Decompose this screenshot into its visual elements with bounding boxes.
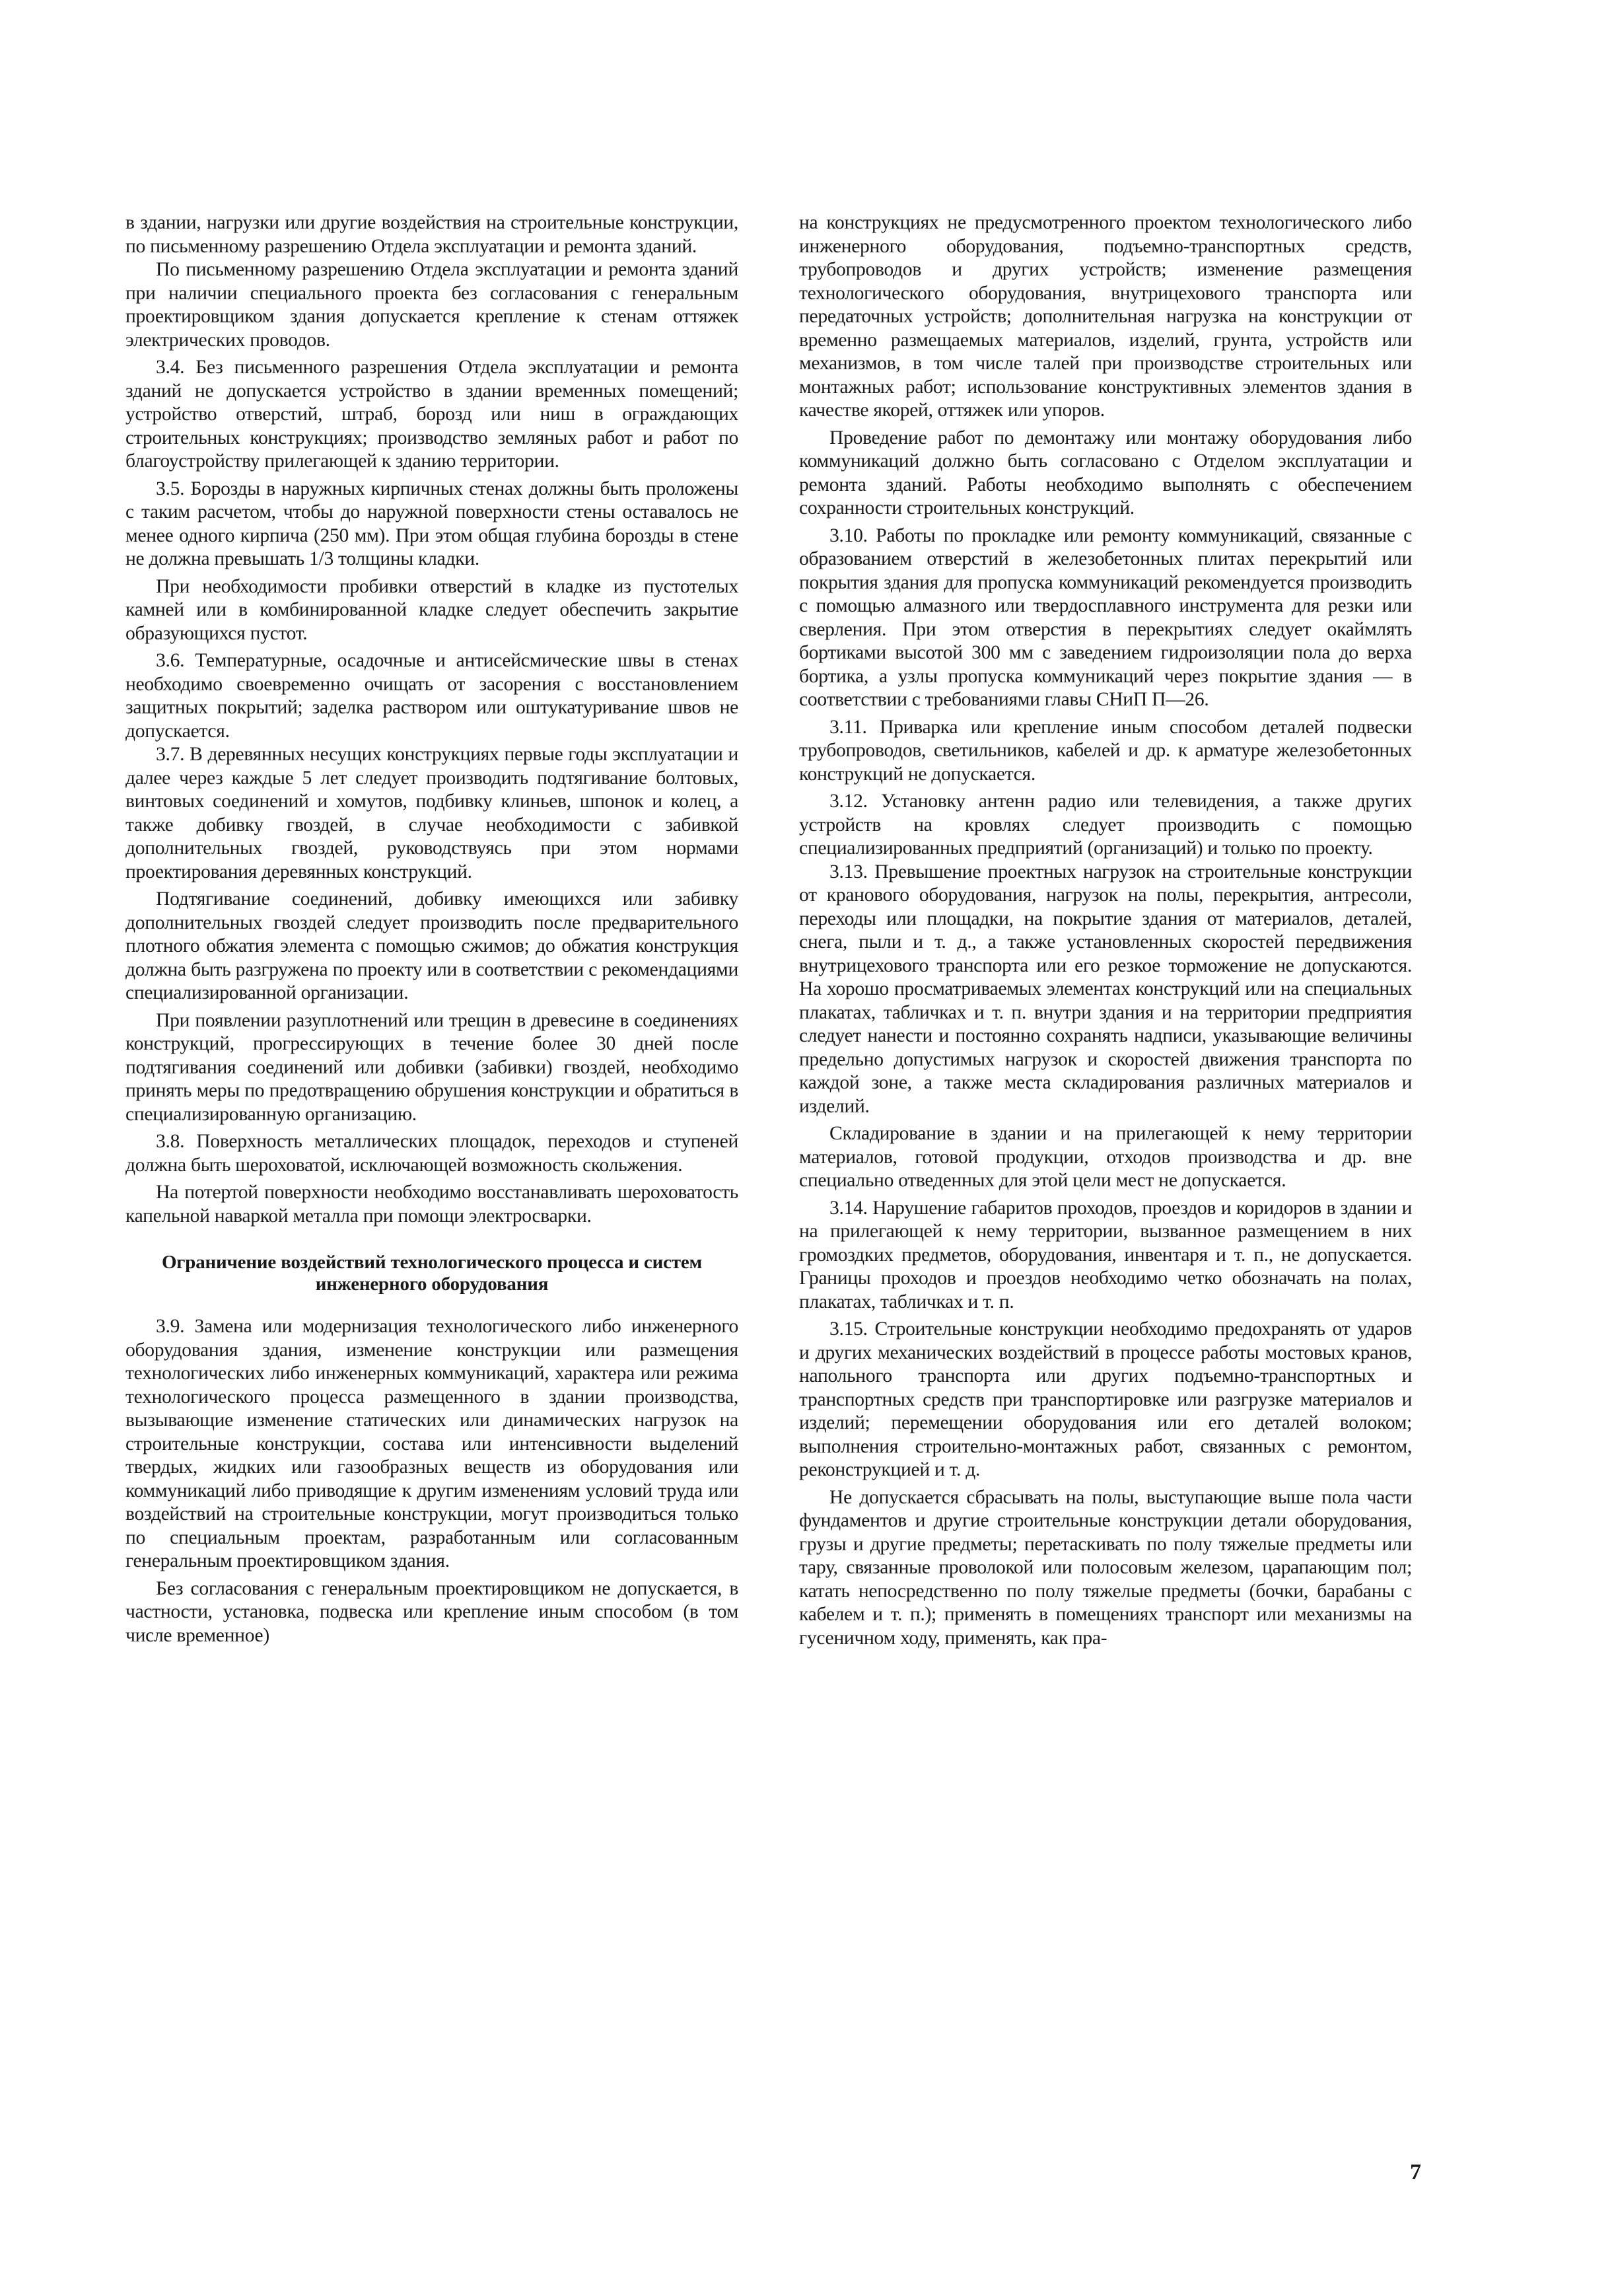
clause-3-5: 3.5. Борозды в наружных кирпичных стенах должны быть проложены с таким расчетом, чтобы до наружной поверхности стены оставалось не менее одного кирпича (250 мм). При этом общая глубина борозды в стене не должна превышать 1/3 толщины кладки.: [125, 478, 738, 569]
page-number: 7: [1410, 2160, 1421, 2184]
clause-3-11: 3.11. Приварка или крепление иным способом деталей подвески трубопроводов, светильников, кабелей и др. к арматуре железобетонных конструкций не допускается.: [799, 716, 1412, 785]
clause-3-10: 3.10. Работы по прокладке или ремонту коммуникаций, связанные с образованием отверстий в железобетонных плитах перекрытий или покрытия здания для пропуска коммуникаций рекомендуется производить с помощью алмазного или твердосплавного инструмента для резки или сверления. При этом отверстия в перекрытиях следует окаймлять бортиками высотой 300 мм с заведением гидроизоляции пола до верха бортика, а узлы пропуска коммуникаций через покрытие здания — в соответствии с требованиями главы СНиП П—26.: [799, 524, 1412, 710]
clause-3-13: 3.13. Превышение проектных нагрузок на строительные конструкции от кранового оборудования, нагрузок на полы, перекрытия, антресоли, переходы или площадки, на покрытие здания от материалов, деталей, снега, пыли и т. д., а также установленных скоростей передвижения внутрицехового транспорта или его резкое торможение не допускаются. На хорошо просматриваемых элементах конструкций или на специальных плакатах, табличках и т. п. внутри здания и на территории предприятия следует нанести и постоянно сохранять надписи, указывающие величины предельно допустимых нагрузок и скоростей движения транспорта по каждой зоне, а также места складирования различных материалов и изделий.: [799, 861, 1412, 1117]
right-column: [799, 211, 1412, 1650]
paragraph: При появлении разуплотнений или трещин в древесине в соединениях конструкций, прогрессирующих в течение более 30 дней после подтягивания соединений или добивки (забивки) гвоздей, необходимо принять меры по предотвращению обрушения конструкции и обратиться в специализированную организацию.: [125, 1009, 738, 1125]
section-heading: Ограничение воздействий технологического процесса и систем инженерного оборудования: [161, 1252, 703, 1295]
paragraph: на конструкциях не предусмотренного проектом технологического либо инженерного оборудования, подъемно-транспортных средств, трубопроводов и других устройств; изменение размещения технологического оборудования, внутрицехового транспорта или передаточных устройств; дополнительная нагрузка на конструкции от временно размещаемых материалов, изделий, грунта, устройств или механизмов, в том числе талей при производстве строительных или монтажных работ; использование конструктивных элементов здания в качестве якорей, оттяжек или упоров.: [799, 212, 1412, 421]
paragraph: Складирование в здании и на прилегающей к нему территории материалов, готовой продукции, отходов производства и др. вне специально отведенных для этой цели мест не допускается.: [799, 1123, 1412, 1191]
clause-3-9: 3.9. Замена или модернизация технологического либо инженерного оборудования здания, изменение конструкции или размещения технологических либо инженерных коммуникаций, характера или режима технологического процесса размещенного в здании производства, вызывающие изменение статических или динамических нагрузок на строительные конструкции, состава или интенсивности выделений твердых, жидких или газообразных веществ из оборудования или коммуникаций либо приводящие к другим изменениям условий труда или воздействий на строительные конструкции, могут производиться только по специальным проектам, разработанным или согласованным генеральным проектировщиком здания.: [125, 1316, 738, 1571]
clause-3-15: 3.15. Строительные конструкции необходимо предохранять от ударов и других механических воздействий в процессе работы мостовых кранов, напольного транспорта или других подъемно-транспортных и транспортных средств при транспортировке или разгрузке материалов и изделий; перемещении оборудования или его деталей волоком; выполнения строительно-монтажных работ, связанных с ремонтом, реконструкцией и т. д.: [799, 1318, 1412, 1480]
left-column: [125, 211, 738, 1647]
clause-3-8: 3.8. Поверхность металлических площадок, переходов и ступеней должна быть шероховатой, исключающей возможность скольжения.: [125, 1131, 738, 1176]
paragraph: При необходимости пробивки отверстий в кладке из пустотелых камней или в комбинированной кладке следует обеспечить закрытие образующихся пустот.: [125, 575, 738, 644]
paragraph: Не допускается сбрасывать на полы, выступающие выше пола части фундаментов и другие строительные конструкции детали оборудования, грузы и другие предметы; перетаскивать по полу тяжелые предметы или тару, связанные проволокой или полосовым железом, царапающим пол; катать непосредственно по полу тяжелые предметы (бочки, барабаны с кабелем и т. п.); применять в помещениях транспорт или механизмы на гусеничном ходу, применять, как пра-: [799, 1486, 1412, 1649]
paragraph: в здании, нагрузки или другие воздействия на строительные конструкции, по письменному разрешению Отдела эксплуатации и ремонта зданий.: [125, 212, 738, 257]
clause-3-12: 3.12. Установку антенн радио или телевидения, а также других устройств на кровлях следует производить с помощью специализированных предприятий (организаций) и только по проекту.: [799, 791, 1412, 859]
paragraph: Без согласования с генеральным проектировщиком не допускается, в частности, установка, подвеска или крепление иным способом (в том числе временное): [125, 1577, 738, 1646]
paragraph: Подтягивание соединений, добивку имеющихся или забивку дополнительных гвоздей следует производить после предварительного плотного обжатия элемента с помощью сжимов; до обжатия конструкция должна быть разгружена по проекту или в соответствии с рекомендациями специализированной организации.: [125, 888, 738, 1003]
paragraph: По письменному разрешению Отдела эксплуатации и ремонта зданий при наличии специального проекта без согласования с генеральным проектировщиком здания допускается крепление к стенам оттяжек электрических проводов.: [125, 259, 738, 351]
paragraph: Проведение работ по демонтажу или монтажу оборудования либо коммуникаций должно быть согласовано с Отделом эксплуатации и ремонта зданий. Работы необходимо выполнять с обеспечением сохранности строительных конструкций.: [799, 427, 1412, 519]
clause-3-6: 3.6. Температурные, осадочные и антисейсмические швы в стенах необходимо своевременно очищать от засорения с восстановлением защитных покрытий; заделка раствором или оштукатуривание швов не допускается.: [125, 650, 738, 742]
clause-3-4: 3.4. Без письменного разрешения Отдела эксплуатации и ремонта зданий не допускается устройство в здании временных помещений; устройство отверстий, штраб, борозд или ниш в ограждающих строительных конструкциях; производство земляных работ и работ по благоустройству прилегающей к зданию территории.: [125, 357, 738, 472]
clause-3-14: 3.14. Нарушение габаритов проходов, проездов и коридоров в здании и на прилегающей к нему территории, вызванное размещением в них громоздких предметов, оборудования, инвентаря и т. п., не допускается. Границы проходов и проездов необходимо четко обозначать на полах, плакатах, табличках и т. п.: [799, 1197, 1412, 1312]
clause-3-7: 3.7. В деревянных несущих конструкциях первые годы эксплуатации и далее через каждые 5 лет следует производить подтягивание болтовых, винтовых соединений и хомутов, подбивку клиньев, шпонок и колец, а также добивку гвоздей, в случае необходимости с забивкой дополнительных гвоздей, руководствуясь при этом нормами проектирования деревянных конструкций.: [125, 744, 738, 882]
paragraph: На потертой поверхности необходимо восстанавливать шероховатость капельной наваркой металла при помощи электросварки.: [125, 1182, 738, 1227]
